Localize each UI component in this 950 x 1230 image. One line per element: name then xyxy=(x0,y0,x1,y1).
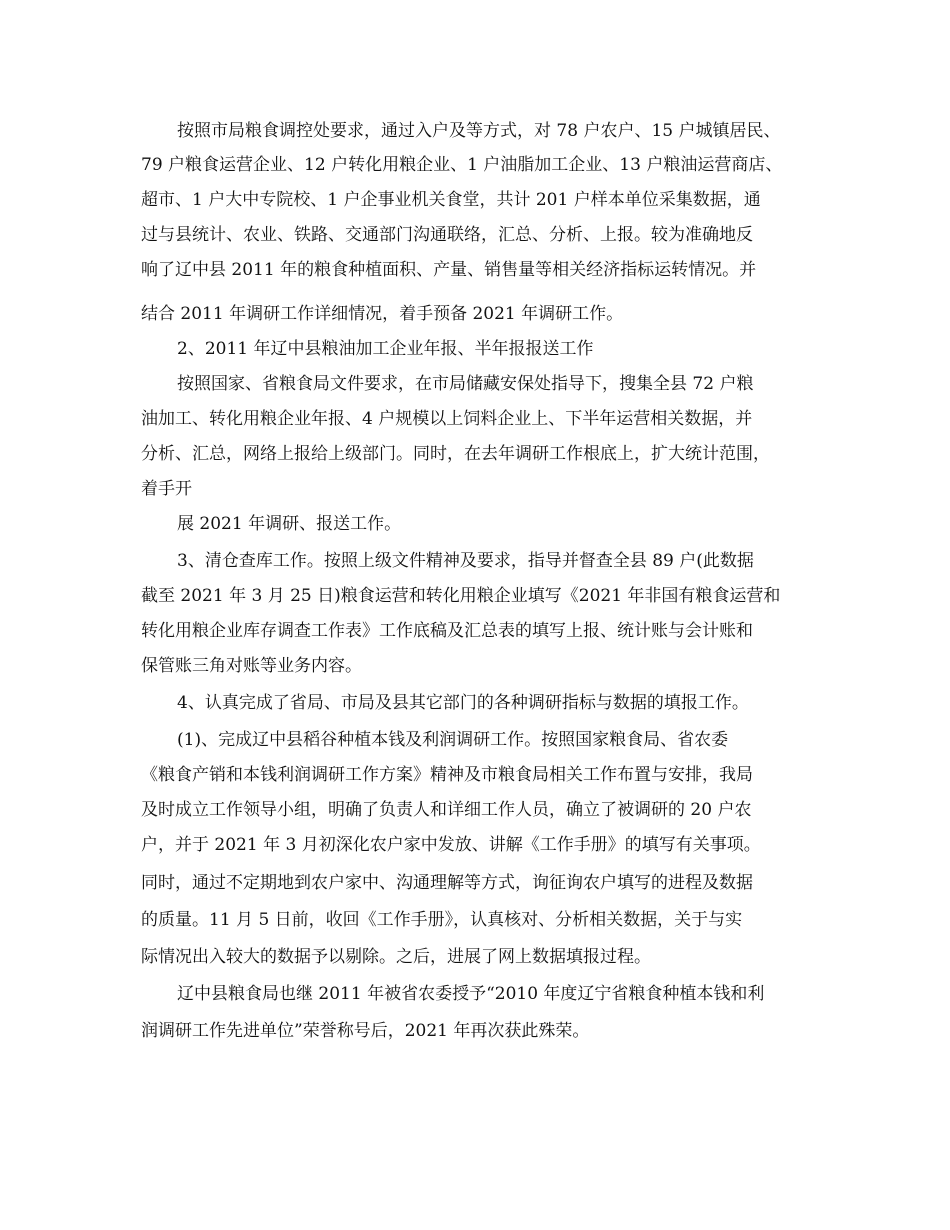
text-line: 润调研工作先进单位”荣誉称号后，2021 年再次获此殊荣。 xyxy=(141,1021,590,1041)
text-line: 及时成立工作领导小组，明确了负责人和详细工作人员，确立了被调研的 20 户农 xyxy=(141,800,752,820)
text-line: 的质量。11 月 5 日前，收回《工作手册》，认真核对、分析相关数据，关于与实 xyxy=(141,910,743,930)
text-line: 按照国家、省粮食局文件要求，在市局储藏安保处指导下，搜集全县 72 户粮 xyxy=(177,374,754,394)
text-line: (1)、完成辽中县稻谷种植本钱及利润调研工作。按照国家粮食局、省农委 xyxy=(177,730,729,750)
text-line: 3、清仓查库工作。按照上级文件精神及要求，指导并督查全县 89 户(此数据 xyxy=(177,551,754,571)
text-line: 际情况出入较大的数据予以剔除。之后，进展了网上数据填报过程。 xyxy=(141,947,651,967)
text-line: 保管账三角对账等业务内容。 xyxy=(141,656,362,676)
section-heading: 2、2011 年辽中县粮油加工企业年报、半年报报送工作 xyxy=(177,339,594,359)
text-line: 油加工、转化用粮企业年报、4 户规模以上饲料企业上、下半年运营相关数据，并 xyxy=(141,409,753,429)
text-line: 4、认真完成了省局、市局及县其它部门的各种调研指标与数据的填报工作。 xyxy=(177,693,749,713)
text-line: 分析、汇总，网络上报给上级部门。同时，在去年调研工作根底上，扩大统计范围， xyxy=(141,444,770,464)
text-line: 户，并于 2021 年 3 月初深化农户家中发放、讲解《工作手册》的填写有关事项。 xyxy=(141,835,761,855)
text-line: 转化用粮企业库存调查工作表》工作底稿及汇总表的填写上报、统计账与会计账和 xyxy=(141,621,753,641)
text-line: 展 2021 年调研、报送工作。 xyxy=(177,514,402,534)
text-line: 截至 2021 年 3 月 25 日)粮食运营和转化用粮企业填写《2021 年非国有粮食运营和 xyxy=(141,586,781,606)
text-line: 辽中县粮食局也继 2011 年被省农委授予“2010 年度辽宁省粮食种植本钱和利 xyxy=(177,984,765,1004)
text-line: 《粮食产销和本钱利润调研工作方案》精神及市粮食局相关工作布置与安排，我局 xyxy=(141,765,753,785)
text-line: 同时，通过不定期地到农户家中、沟通理解等方式，询征询农户填写的进程及数据 xyxy=(141,873,753,893)
text-line: 超市、1 户大中专院校、1 户企事业机关食堂，共计 201 户样本单位采集数据，通 xyxy=(141,190,761,210)
text-line: 响了辽中县 2011 年的粮食种植面积、产量、销售量等相关经济指标运转情况。并 xyxy=(141,260,757,280)
text-line: 按照市局粮食调控处要求，通过入户及等方式，对 78 户农户、15 户城镇居民、 xyxy=(177,121,781,141)
text-line: 过与县统计、农业、铁路、交通部门沟通联络，汇总、分析、上报。较为准确地反 xyxy=(141,225,753,245)
text-line: 79 户粮食运营企业、12 户转化用粮企业、1 户油脂加工企业、13 户粮油运营商店、 xyxy=(141,155,783,175)
text-line: 着手开 xyxy=(141,479,192,499)
text-line: 结合 2011 年调研工作详细情况，着手预备 2021 年调研工作。 xyxy=(141,304,624,324)
